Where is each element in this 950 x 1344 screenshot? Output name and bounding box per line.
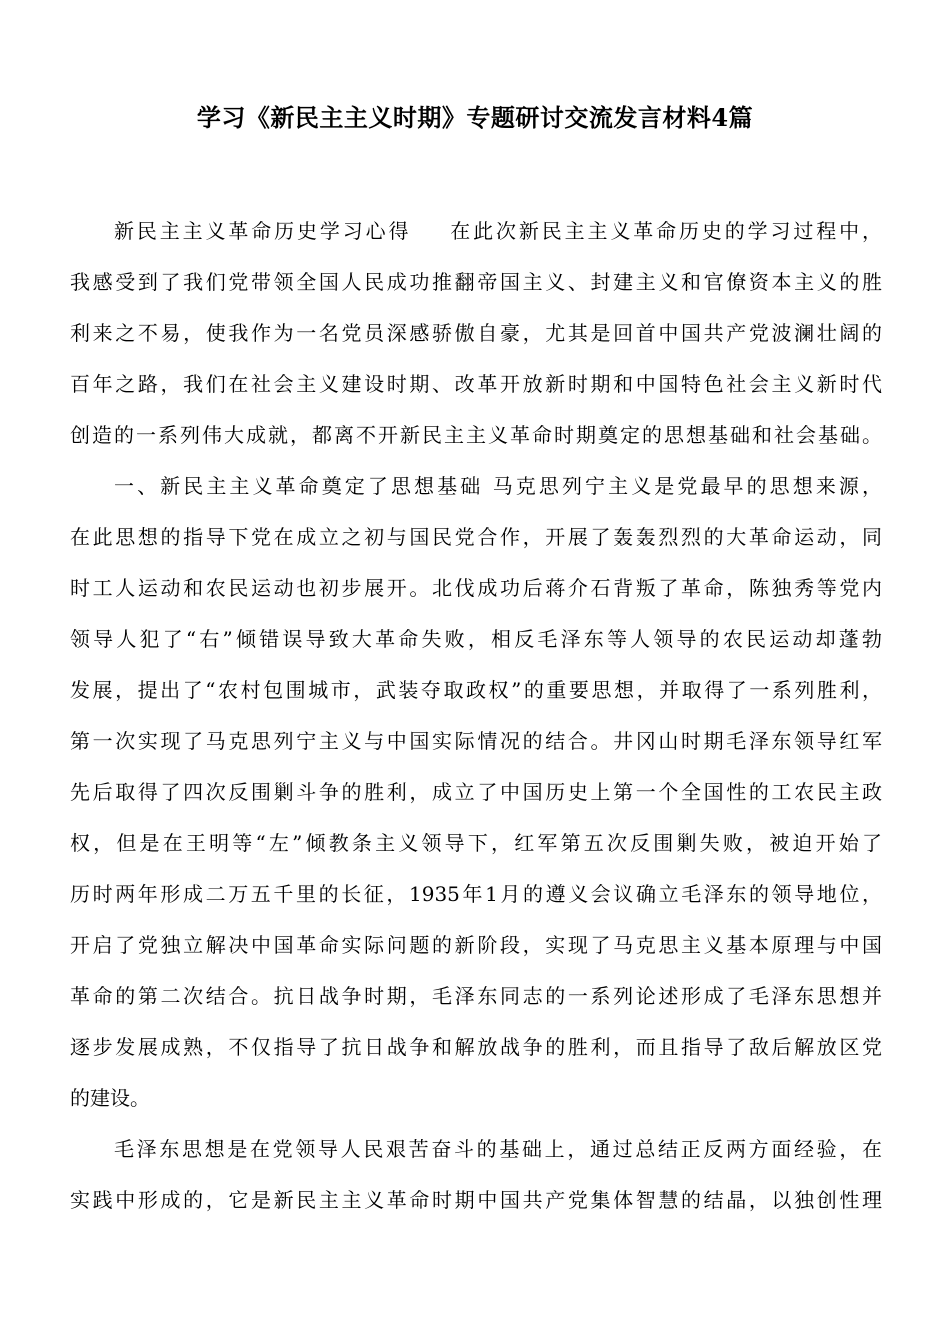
paragraph-3-line-1: 毛泽东思想是在党领导人民艰苦奋斗的基础上，通过总结正反两方面经验，在 [114, 1137, 882, 1161]
paragraph-2-line-7: 先后取得了四次反围剿斗争的胜利，成立了中国历史上第一个全国性的工农民主政 [70, 780, 882, 804]
paragraph-1-heading: 新民主主义革命历史学习心得 [114, 219, 412, 243]
paragraph-2-line-2: 在此思想的指导下党在成立之初与国民党合作，开展了轰轰烈烈的大革命运动，同 [70, 525, 882, 549]
paragraph-1-line-1 [114, 216, 882, 246]
paragraph-1-text-start: 在此次新民主主义革命历史的学习过程中， [447, 219, 882, 243]
paragraph-2-line-3: 时工人运动和农民运动也初步展开。北伐成功后蒋介石背叛了革命，陈独秀等党内 [70, 576, 882, 600]
paragraph-1-line-4: 百年之路，我们在社会主义建设时期、改革开放新时期和中国特色社会主义新时代 [70, 372, 882, 396]
paragraph-1-line-5: 创造的一系列伟大成就，都离不开新民主主义革命时期奠定的思想基础和社会基础。 [70, 423, 882, 447]
document-title: 学习《新民主主义时期》专题研讨交流发言材料4篇 [196, 103, 754, 132]
paragraph-2-line-10: 开启了党独立解决中国革命实际问题的新阶段，实现了马克思主义基本原理与中国 [70, 933, 882, 957]
paragraph-3-line-2: 实践中形成的，它是新民主主义革命时期中国共产党集体智慧的结晶，以独创性理 [70, 1188, 882, 1212]
paragraph-2-line-6: 第一次实现了马克思列宁主义与中国实际情况的结合。井冈山时期毛泽东领导红军 [70, 729, 882, 753]
paragraph-1-line-2: 我感受到了我们党带领全国人民成功推翻帝国主义、封建主义和官僚资本主义的胜 [70, 270, 882, 294]
paragraph-2-line-8: 权，但是在王明等“左”倾教条主义领导下，红军第五次反围剿失败，被迫开始了 [70, 831, 882, 855]
paragraph-2-line-13: 的建设。 [70, 1086, 150, 1110]
paragraph-2-line-4: 领导人犯了“右”倾错误导致大革命失败，相反毛泽东等人领导的农民运动却蓬勃 [70, 627, 882, 651]
paragraph-2-line-11: 革命的第二次结合。抗日战争时期，毛泽东同志的一系列论述形成了毛泽东思想并 [70, 984, 882, 1008]
paragraph-2-line-1: 一、新民主主义革命奠定了思想基础 马克思列宁主义是党最早的思想来源， [114, 474, 882, 498]
paragraph-2-line-12: 逐步发展成熟，不仅指导了抗日战争和解放战争的胜利，而且指导了敌后解放区党 [70, 1035, 882, 1059]
paragraph-1-line-3: 利来之不易，使我作为一名党员深感骄傲自豪，尤其是回首中国共产党波澜壮阔的 [70, 321, 882, 345]
paragraph-2-line-5: 发展，提出了“农村包围城市，武装夺取政权”的重要思想，并取得了一系列胜利， [70, 678, 882, 702]
paragraph-2-line-9: 历时两年形成二万五千里的长征，1935年1月的遵义会议确立毛泽东的领导地位， [70, 882, 882, 906]
